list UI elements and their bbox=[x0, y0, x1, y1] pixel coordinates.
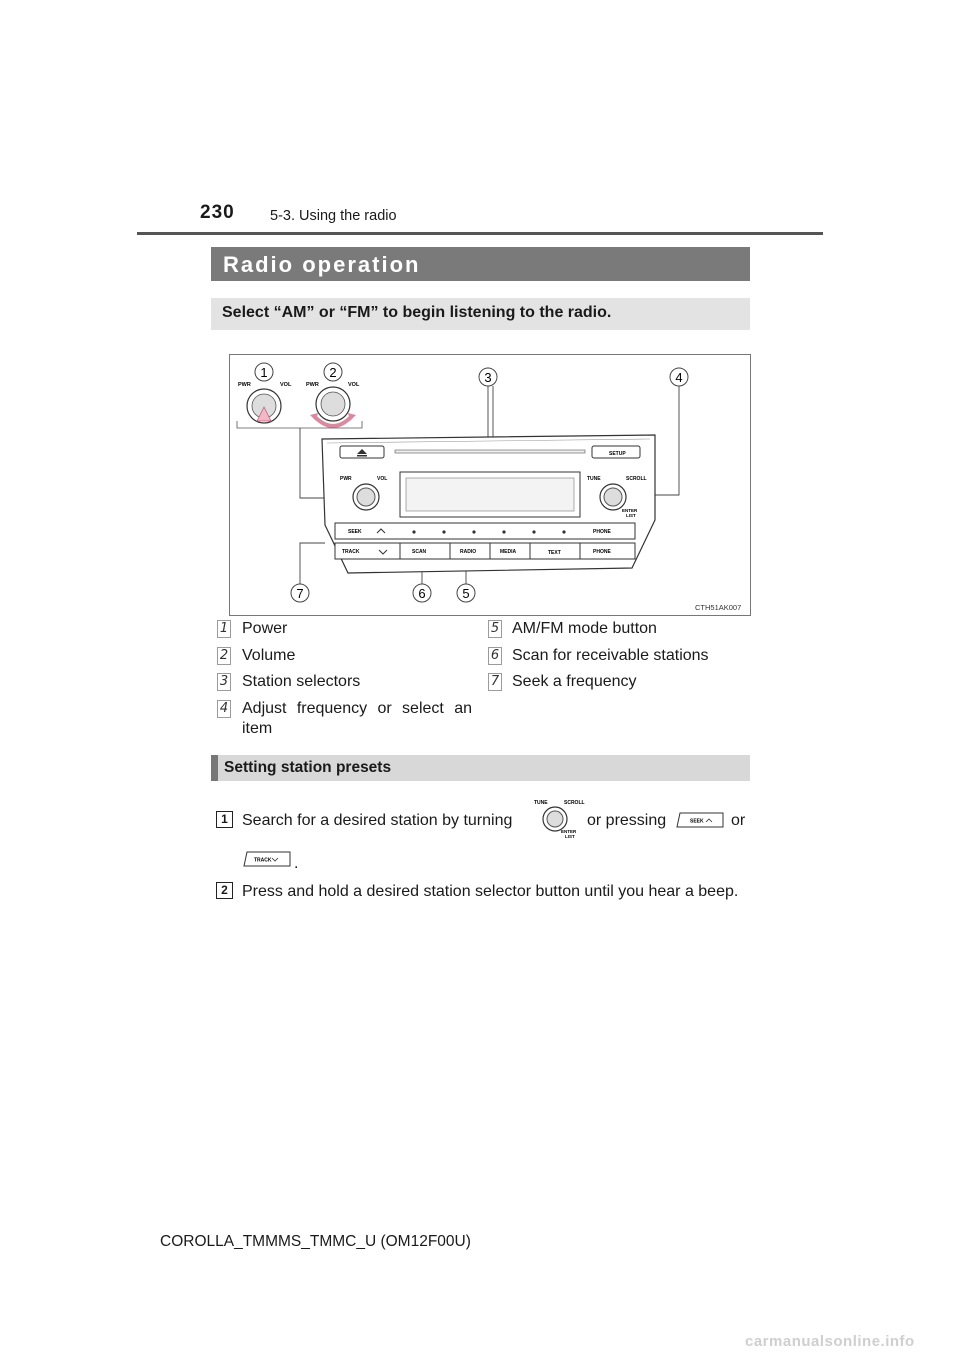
svg-text:VOL: VOL bbox=[348, 382, 360, 388]
svg-text:ENTER: ENTER bbox=[622, 508, 638, 513]
subtitle-box bbox=[211, 298, 750, 330]
legend-num: 1 bbox=[217, 620, 231, 638]
svg-text:SCAN: SCAN bbox=[412, 549, 427, 555]
legend-item: Seek a frequency bbox=[512, 673, 637, 690]
svg-text:TEXT: TEXT bbox=[548, 550, 561, 556]
step-1-text-a: Search for a desired station by turning bbox=[242, 812, 513, 829]
svg-text:TRACK: TRACK bbox=[342, 549, 360, 555]
presets-heading-box bbox=[211, 755, 750, 781]
svg-text:LIST: LIST bbox=[565, 834, 575, 839]
presets-heading: Setting station presets bbox=[224, 759, 392, 776]
subtitle: Select “AM” or “FM” to begin listening to the radio. bbox=[222, 304, 612, 321]
svg-text:7: 7 bbox=[296, 586, 304, 601]
svg-text:MEDIA: MEDIA bbox=[500, 549, 517, 555]
svg-text:1: 1 bbox=[260, 365, 268, 380]
watermark: carmanualsonline.info bbox=[745, 1333, 915, 1350]
legend-item: Volume bbox=[242, 647, 296, 664]
tune-knob-icon bbox=[532, 798, 585, 839]
svg-text:PHONE: PHONE bbox=[593, 529, 611, 535]
legend-num: 4 bbox=[217, 700, 231, 718]
svg-text:LIST: LIST bbox=[626, 513, 636, 518]
svg-text:SEEK: SEEK bbox=[348, 529, 362, 535]
svg-text:TRACK: TRACK bbox=[254, 857, 272, 864]
legend-item: Station selectors bbox=[242, 673, 361, 690]
svg-text:VOL: VOL bbox=[377, 476, 388, 482]
svg-text:RADIO: RADIO bbox=[460, 549, 477, 555]
legend-item: AM/FM mode button bbox=[512, 620, 657, 637]
svg-text:PWR: PWR bbox=[340, 476, 352, 482]
legend-num: 7 bbox=[488, 673, 502, 691]
seek-button-icon bbox=[676, 812, 724, 828]
svg-text:SEEK: SEEK bbox=[690, 818, 704, 825]
legend-num: 2 bbox=[217, 647, 231, 665]
legend-item: Adjust frequency or select an item bbox=[242, 700, 472, 737]
header-rule bbox=[137, 232, 823, 235]
svg-text:6: 6 bbox=[418, 586, 426, 601]
step-1-text-b: or pressing bbox=[587, 812, 667, 829]
svg-text:PWR: PWR bbox=[306, 382, 319, 388]
svg-text:PHONE: PHONE bbox=[593, 549, 611, 555]
figure-code: CTH51AK007 bbox=[695, 603, 742, 612]
step-1-text-or: or bbox=[731, 812, 746, 829]
svg-text:3: 3 bbox=[484, 370, 492, 385]
svg-text:VOL: VOL bbox=[280, 382, 292, 388]
legend-item: Scan for receivable stations bbox=[512, 647, 709, 664]
step-2-text: Press and hold a desired station selector button until you hear a beep. bbox=[242, 883, 739, 900]
svg-text:4: 4 bbox=[675, 370, 683, 385]
svg-text:SCROLL: SCROLL bbox=[626, 476, 647, 482]
svg-text:PWR: PWR bbox=[238, 382, 251, 388]
inset-knobs bbox=[237, 382, 362, 428]
svg-text:TUNE: TUNE bbox=[534, 800, 548, 806]
page-number: 230 bbox=[200, 202, 235, 223]
svg-text:SCROLL: SCROLL bbox=[564, 800, 585, 806]
track-button-icon bbox=[243, 851, 291, 867]
title-bar bbox=[211, 247, 750, 281]
svg-text:TUNE: TUNE bbox=[587, 476, 601, 482]
svg-text:5: 5 bbox=[462, 586, 470, 601]
footer-doc-id: COROLLA_TMMMS_TMMC_U (OM12F00U) bbox=[160, 1233, 471, 1250]
step-number: 1 bbox=[216, 811, 233, 828]
head-unit bbox=[322, 435, 655, 573]
svg-text:2: 2 bbox=[329, 365, 337, 380]
section-heading: 5-3. Using the radio bbox=[270, 208, 397, 224]
legend-num: 3 bbox=[217, 673, 231, 691]
legend-num: 5 bbox=[488, 620, 502, 638]
legend-num: 6 bbox=[488, 647, 502, 665]
page-title: Radio operation bbox=[223, 252, 421, 277]
legend-item: Power bbox=[242, 620, 288, 637]
step-1-end: . bbox=[294, 855, 299, 872]
svg-text:SETUP: SETUP bbox=[609, 451, 626, 457]
step-number: 2 bbox=[216, 882, 233, 899]
svg-text:ENTER: ENTER bbox=[561, 829, 577, 834]
radio-illustration bbox=[229, 354, 751, 616]
